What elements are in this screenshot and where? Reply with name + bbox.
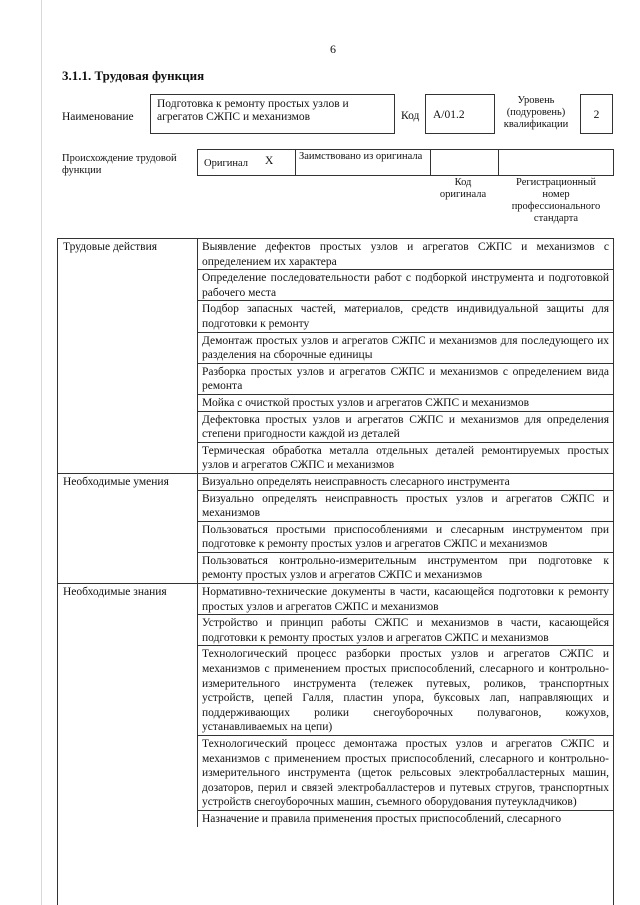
- table-row: Демонтаж простых узлов и агрегатов СЖПС и механизмов для последующего их разделения на сборочные единицы: [198, 332, 613, 363]
- table-row: Мойка с очисткой простых узлов и агрегатов СЖПС и механизмов: [198, 394, 613, 411]
- table-section: [58, 473, 613, 583]
- name-value-box: [150, 94, 395, 134]
- table-row: Определение последовательности работ с подборкой инструмента и подготовкой рабочего места: [198, 269, 613, 300]
- table-row: Разборка простых узлов и агрегатов СЖПС и механизмов с определением вида ремонта: [198, 363, 613, 394]
- table-section: [58, 583, 613, 827]
- table-row: Устройство и принцип работы СЖПС и механизмов в части, касающейся подготовки к ремонту простых узлов и агрегатов СЖПС и механизмов: [198, 614, 613, 645]
- original-label: Оригинал: [204, 158, 248, 169]
- code-value-box: [425, 94, 495, 134]
- level-value: 2: [593, 109, 600, 121]
- table-row: Термическая обработка металла отдельных деталей ремонтируемых простых узлов и агрегатов СЖПС и механизмов: [198, 442, 613, 473]
- origin-label: Происхождение трудовой функции: [62, 153, 177, 176]
- borrowed-label: Заимствовано из оригинала: [299, 151, 423, 162]
- origin-bottom-border: [197, 175, 614, 176]
- section-title: Необходимые умения: [58, 474, 198, 583]
- section-title: Трудовые действия: [58, 239, 198, 473]
- level-label: Уровень (подуровень) квалификации: [503, 95, 569, 130]
- section-rows: [198, 239, 613, 473]
- reg-number-caption: Регистрационный номер профессионального стандарта: [511, 177, 601, 224]
- section-heading: 3.1.1. Трудовая функция: [62, 68, 205, 83]
- table-row: Нормативно-технические документы в части, касающейся подготовки к ремонту простых узлов и агрегатов СЖПС и механизмов: [202, 586, 609, 613]
- table-row: Пользоваться контрольно-измерительным инструментом при подготовке к ремонту простых узлов и агрегатов СЖПС и механизмов: [198, 552, 613, 583]
- origin-top-border: [197, 149, 614, 150]
- name-label: Наименование: [62, 111, 134, 123]
- code-original-caption: Код оригинала: [439, 177, 487, 200]
- section-title: Необходимые знания: [58, 584, 198, 827]
- page-number: 6: [330, 42, 336, 56]
- origin-divider-1: [197, 149, 198, 176]
- section-rows: [198, 474, 613, 583]
- table-row: Визуально определять неисправность простых узлов и агрегатов СЖПС и механизмов: [198, 490, 613, 521]
- table-row: Выявление дефектов простых узлов и агрегатов СЖПС и механизмов с определением их характера: [202, 241, 609, 268]
- origin-divider-3: [430, 149, 431, 176]
- name-value: Подготовка к ремонту простых узлов и агрегатов СЖПС и механизмов: [157, 98, 349, 123]
- table-row: Технологический процесс разборки простых узлов и агрегатов СЖПС и механизмов с применением простых приспособлений, слесарного и контрольно-измерительного инструмента (тележек путевых, роликов, транспортных устройств, цепей Галля, пластин упора, буксовых лап, направляющих и поддерживающих ролики снегоуборочных полувагонов, кожухов, устанавливаемых на цепи): [198, 645, 613, 735]
- table-row: Назначение и правила применения простых приспособлений, слесарного: [198, 810, 613, 827]
- origin-divider-5: [613, 149, 614, 176]
- section-rows: [198, 584, 613, 827]
- code-value: А/01.2: [433, 109, 465, 121]
- binding-line: [41, 0, 42, 905]
- table-row: Технологический процесс демонтажа простых узлов и агрегатов СЖПС и механизмов с применением простых приспособлений, слесарного и контрольно-измерительного инструмента (щеток рельсовых электробалластерных машин, дозаторов, перил и связей электробалластеров и путевых стругов, транспортных устройств снегоуборочных машин, съемного оборудования путеукладчиков): [198, 735, 613, 810]
- origin-divider-2: [295, 149, 296, 176]
- code-label: Код: [401, 110, 420, 122]
- table-row: Визуально определять неисправность слесарного инструмента: [202, 475, 510, 488]
- table-row: Дефектовка простых узлов и агрегатов СЖПС и механизмов для определения степени пригодности каждой из деталей: [198, 411, 613, 442]
- functions-table: [57, 238, 614, 905]
- origin-divider-4: [498, 149, 499, 176]
- original-mark: X: [265, 155, 274, 167]
- table-section: [58, 239, 613, 473]
- table-row: Пользоваться простыми приспособлениями и слесарным инструментом при подготовке к ремонту простых узлов и агрегатов СЖПС и механизмов: [198, 521, 613, 552]
- level-value-box: [580, 94, 613, 134]
- table-row: Подбор запасных частей, материалов, средств индивидуальной защиты для подготовки к ремонту: [198, 300, 613, 331]
